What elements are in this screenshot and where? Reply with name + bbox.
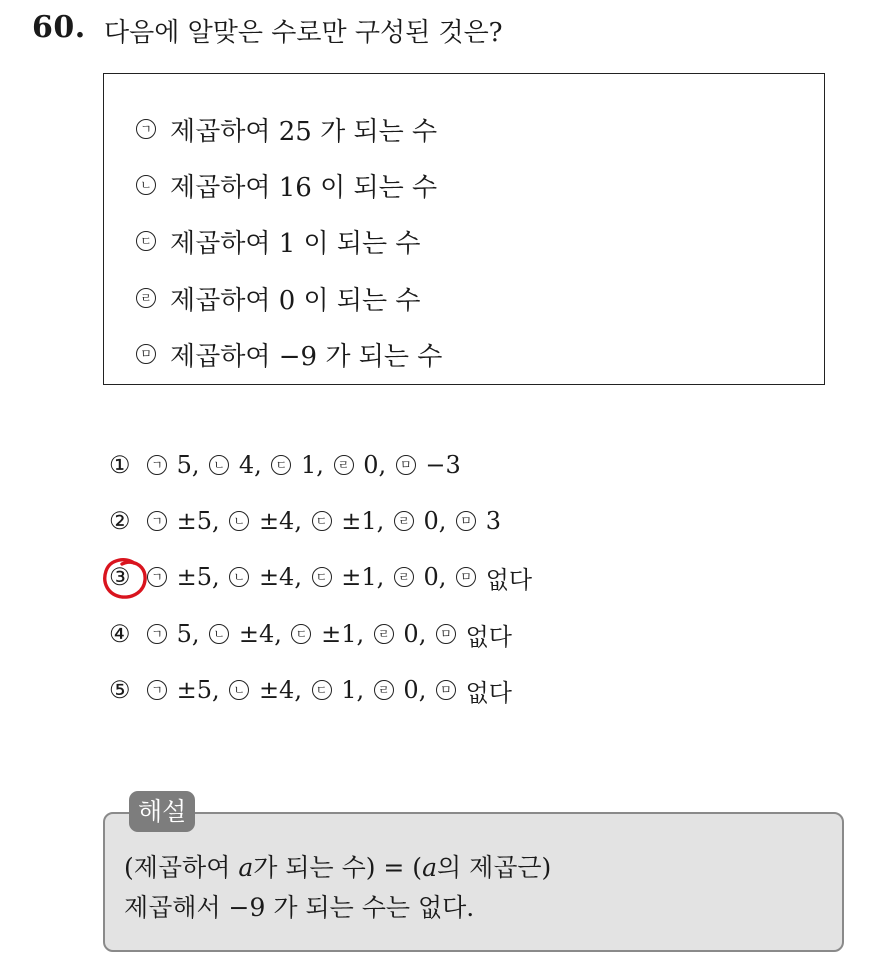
circled-marker: ㄹ — [394, 567, 414, 587]
circled-marker: ㄷ — [271, 455, 291, 475]
option-value: 4, — [238, 451, 262, 479]
circled-marker: ㅁ — [456, 567, 476, 587]
option-value: 0, — [403, 620, 427, 648]
condition-item — [134, 336, 442, 372]
circled-marker: ㄴ — [229, 680, 249, 700]
condition-item — [134, 280, 421, 316]
circled-marker: ㅁ — [396, 455, 416, 475]
circled-marker: ㄱ — [147, 511, 167, 531]
circled-marker: ㄱ — [147, 624, 167, 644]
option-value: 0, — [403, 676, 427, 704]
option-value: 0, — [363, 451, 387, 479]
option-number: ② — [109, 507, 131, 535]
option-value: 5, — [176, 451, 200, 479]
condition-item — [134, 223, 421, 259]
circled-marker: ㅁ — [456, 511, 476, 531]
option-value: ±5, — [176, 507, 220, 535]
answer-mark-circle — [100, 555, 152, 603]
option-number: ③ — [109, 563, 131, 591]
condition-text: 제곱하여 1 이 되는 수 — [170, 228, 421, 259]
circled-marker: ㄷ — [312, 567, 332, 587]
explanation-line-1: (제곱하여 a가 되는 수) = (a의 제곱근) — [124, 853, 552, 882]
circled-marker: ㅁ — [436, 680, 456, 700]
option-value: ±4, — [258, 507, 302, 535]
answer-option-2[interactable] — [109, 503, 501, 539]
circled-marker: ㄹ — [136, 288, 156, 308]
circled-marker: ㄱ — [147, 455, 167, 475]
option-value: ±5, — [176, 563, 220, 591]
condition-text: 제곱하여 −9 가 되는 수 — [170, 341, 443, 372]
circled-marker: ㄴ — [136, 175, 156, 195]
option-value: 없다 — [485, 565, 533, 594]
option-value: 없다 — [465, 678, 512, 707]
option-value: 없다 — [465, 622, 512, 651]
circled-marker: ㄷ — [312, 680, 332, 700]
option-value: ±1, — [321, 620, 365, 648]
option-value: ±1, — [341, 507, 385, 535]
option-value: ±5, — [176, 676, 220, 704]
condition-text: 제곱하여 25 가 되는 수 — [170, 116, 438, 147]
option-value: 0, — [423, 563, 447, 591]
circled-marker: ㄷ — [291, 624, 311, 644]
option-value: 1, — [301, 451, 324, 479]
option-value: 3 — [485, 507, 501, 535]
option-value: ±4, — [238, 620, 282, 648]
question-text: 다음에 알맞은 수로만 구성된 것은? — [104, 18, 503, 48]
option-value: ±4, — [258, 676, 302, 704]
condition-item — [134, 167, 437, 203]
circled-marker: ㄷ — [136, 231, 156, 251]
option-value: −3 — [425, 451, 461, 479]
circled-marker: ㄱ — [136, 119, 156, 139]
option-value: 0, — [423, 507, 447, 535]
answer-option-5[interactable] — [109, 672, 512, 708]
circled-marker: ㄷ — [312, 511, 332, 531]
circled-marker: ㅁ — [136, 344, 156, 364]
question-number: 60. — [32, 10, 86, 45]
option-value: ±4, — [258, 563, 302, 591]
option-number: ⑤ — [109, 676, 131, 704]
circled-marker: ㄹ — [374, 680, 394, 700]
circled-marker: ㄴ — [229, 567, 249, 587]
circled-marker: ㄴ — [209, 455, 229, 475]
answer-option-1[interactable] — [109, 447, 461, 483]
option-value: 5, — [176, 620, 200, 648]
option-value: 1, — [341, 676, 365, 704]
circled-marker: ㅁ — [436, 624, 456, 644]
option-number: ④ — [109, 620, 131, 648]
option-value: ±1, — [341, 563, 385, 591]
circled-marker: ㄴ — [209, 624, 229, 644]
circled-marker: ㄹ — [394, 511, 414, 531]
option-number: ① — [109, 451, 131, 479]
circled-marker: ㄱ — [147, 567, 167, 587]
conditions-box — [103, 73, 825, 385]
explanation-tag: 해설 — [129, 791, 195, 832]
answer-option-3[interactable] — [109, 559, 532, 595]
condition-text: 제곱하여 0 이 되는 수 — [170, 285, 421, 316]
condition-item — [134, 111, 437, 147]
circled-marker: ㄴ — [229, 511, 249, 531]
circled-marker: ㄹ — [334, 455, 354, 475]
condition-text: 제곱하여 16 이 되는 수 — [170, 172, 438, 203]
circled-marker: ㄹ — [374, 624, 394, 644]
answer-option-4[interactable] — [109, 616, 512, 652]
circled-marker: ㄱ — [147, 680, 167, 700]
explanation-line-2: 제곱해서 −9 가 되는 수는 없다. — [124, 893, 475, 922]
